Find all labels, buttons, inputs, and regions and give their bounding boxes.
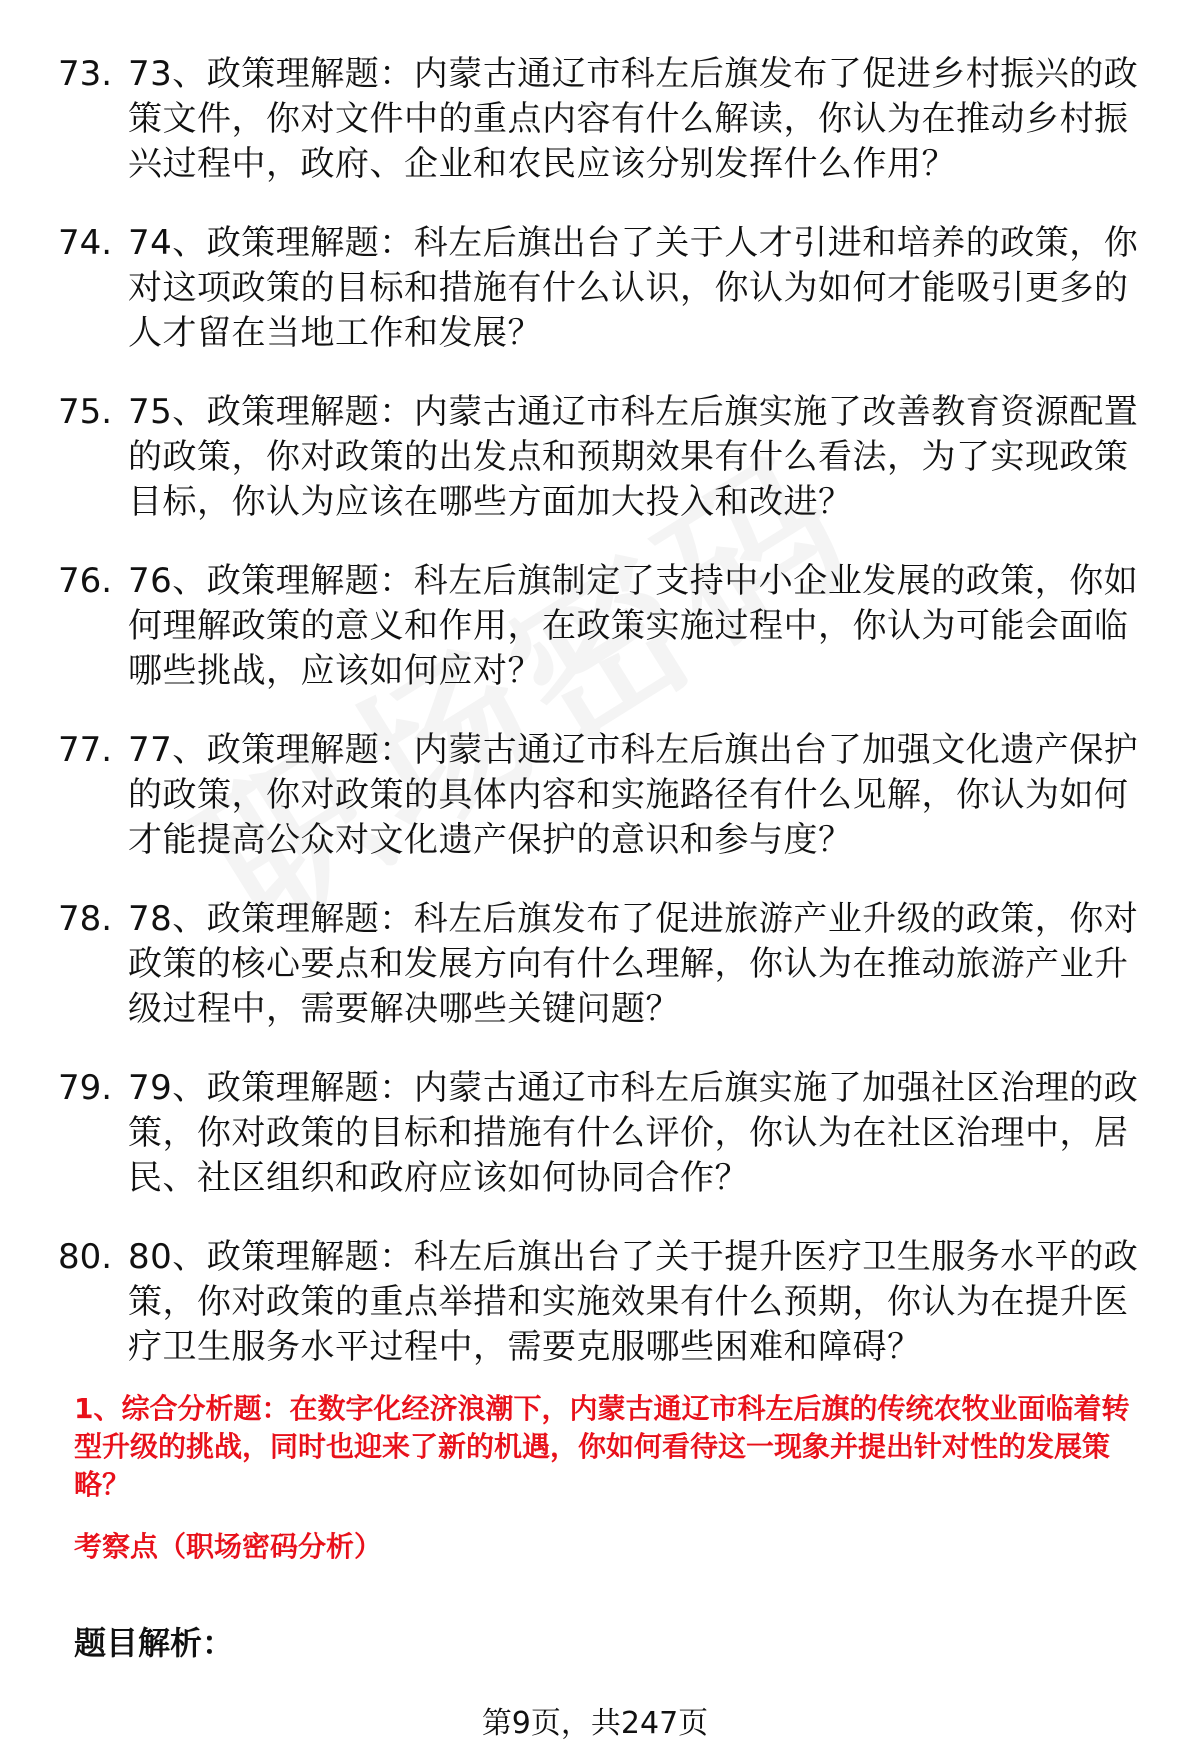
- question-item: [58, 559, 1158, 694]
- parse-heading: 题目解析：: [74, 1624, 235, 1662]
- question-number: 76.: [58, 561, 113, 601]
- question-text: 79、政策理解题：内蒙古通辽市科左后旗实施了加强社区治理的政策，你对政策的目标和措施有什么评价，你认为在社区治理中，居民、社区组织和政府应该如何协同合作？: [128, 1068, 1139, 1198]
- question-number: 79.: [58, 1068, 113, 1108]
- question-text: 74、政策理解题：科左后旗出台了关于人才引进和培养的政策，你对这项政策的目标和措施有什么认识，你认为如何才能吸引更多的人才留在当地工作和发展？: [128, 223, 1139, 353]
- question-text: 77、政策理解题：内蒙古通辽市科左后旗出台了加强文化遗产保护的政策，你对政策的具体内容和实施路径有什么见解，你认为如何才能提高公众对文化遗产保护的意识和参与度？: [128, 730, 1139, 860]
- question-text: 80、政策理解题：科左后旗出台了关于提升医疗卫生服务水平的政策，你对政策的重点举措和实施效果有什么预期，你认为在提升医疗卫生服务水平过程中，需要克服哪些困难和障碍？: [128, 1237, 1139, 1367]
- question-item: [58, 897, 1158, 1032]
- question-number: 73.: [58, 54, 113, 94]
- question-text: 78、政策理解题：科左后旗发布了促进旅游产业升级的政策，你对政策的核心要点和发展方向有什么理解，你认为在推动旅游产业升级过程中，需要解决哪些关键问题？: [128, 899, 1139, 1029]
- question-number: 80.: [58, 1237, 113, 1277]
- question-list: [58, 52, 1158, 1404]
- question-item: [58, 728, 1158, 863]
- question-text: 75、政策理解题：内蒙古通辽市科左后旗实施了改善教育资源配置的政策，你对政策的出发点和预期效果有什么看法，为了实现政策目标，你认为应该在哪些方面加大投入和改进？: [128, 392, 1139, 522]
- question-item: [58, 1235, 1158, 1370]
- question-number: 74.: [58, 223, 113, 263]
- question-item: [58, 1066, 1158, 1201]
- question-number: 77.: [58, 730, 113, 770]
- question-item: [58, 52, 1158, 187]
- question-item: [58, 221, 1158, 356]
- question-number: 78.: [58, 899, 113, 939]
- exam-point: 考察点（职场密码分析）: [74, 1530, 383, 1563]
- question-text: 76、政策理解题：科左后旗制定了支持中小企业发展的政策，你如何理解政策的意义和作用，在政策实施过程中，你认为可能会面临哪些挑战，应该如何应对？: [128, 561, 1139, 691]
- question-text: 73、政策理解题：内蒙古通辽市科左后旗发布了促进乡村振兴的政策文件，你对文件中的重点内容有什么解读，你认为在推动乡村振兴过程中，政府、企业和农民应该分别发挥什么作用？: [128, 54, 1139, 184]
- question-number: 75.: [58, 392, 113, 432]
- analysis-question: 1、综合分析题：在数字化经济浪潮下，内蒙古通辽市科左后旗的传统农牧业面临着转型升级的挑战，同时也迎来了新的机遇，你如何看待这一现象并提出针对性的发展策略？: [74, 1392, 1130, 1501]
- page-footer: 第9页，共247页: [481, 1706, 709, 1741]
- question-item: [58, 390, 1158, 525]
